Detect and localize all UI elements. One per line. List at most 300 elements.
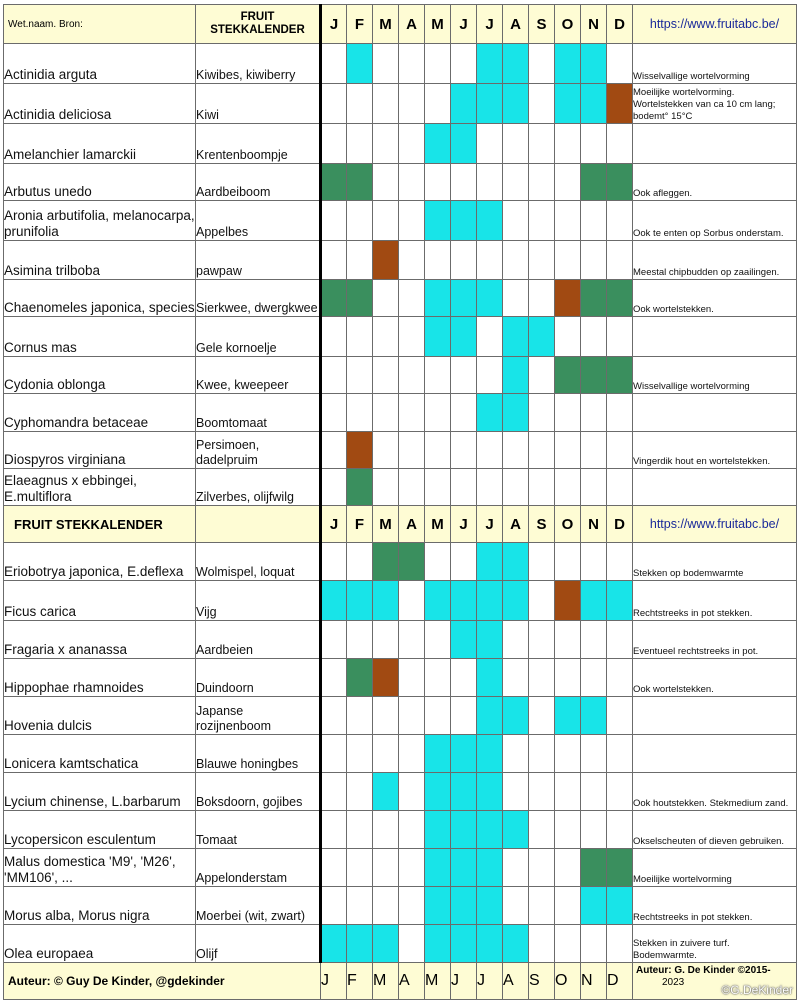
month-cell-5 <box>425 164 451 201</box>
month-cell-1 <box>321 811 347 849</box>
remark: Eventueel rechtstreeks in pot. <box>633 621 797 659</box>
month-cell-4 <box>399 697 425 735</box>
month-cell-6 <box>451 357 477 394</box>
month-cell-4 <box>399 581 425 621</box>
remark <box>633 735 797 773</box>
month-cell-6 <box>451 44 477 84</box>
month-cell-8 <box>503 357 529 394</box>
month-cell-3 <box>373 394 399 432</box>
month-footer-8: A <box>503 963 529 1000</box>
month-cell-2 <box>347 849 373 887</box>
latin-name: Eriobotrya japonica, E.deflexa <box>4 543 196 581</box>
month-cell-1 <box>321 581 347 621</box>
month-cell-10 <box>555 773 581 811</box>
month-cell-6 <box>451 697 477 735</box>
month-cell-12 <box>607 697 633 735</box>
month-cell-9 <box>529 811 555 849</box>
plant-row <box>4 659 797 697</box>
month-header-9: S <box>529 506 555 543</box>
month-cell-3 <box>373 849 399 887</box>
common-name: Gele kornoelje <box>196 317 321 357</box>
month-header-12: D <box>607 506 633 543</box>
latin-name: Lycium chinense, L.barbarum <box>4 773 196 811</box>
plant-row <box>4 887 797 925</box>
month-cell-4 <box>399 543 425 581</box>
month-cell-12 <box>607 280 633 317</box>
remark: Rechtstreeks in pot stekken. <box>633 581 797 621</box>
month-cell-2 <box>347 469 373 506</box>
month-cell-6 <box>451 735 477 773</box>
plant-row <box>4 84 797 124</box>
month-cell-12 <box>607 773 633 811</box>
month-cell-8 <box>503 735 529 773</box>
month-cell-11 <box>581 887 607 925</box>
month-cell-8 <box>503 124 529 164</box>
month-cell-6 <box>451 124 477 164</box>
month-header-6: J <box>451 506 477 543</box>
month-footer-7: J <box>477 963 503 1000</box>
month-cell-4 <box>399 280 425 317</box>
remark: Vingerdik hout en wortelstekken. <box>633 432 797 469</box>
month-cell-11 <box>581 773 607 811</box>
latin-name: Elaeagnus x ebbingei, E.multiflora <box>4 469 196 506</box>
month-cell-1 <box>321 925 347 963</box>
month-cell-10 <box>555 581 581 621</box>
month-header-10: O <box>555 5 581 44</box>
month-cell-5 <box>425 394 451 432</box>
month-cell-2 <box>347 280 373 317</box>
remark: Stekken in zuivere turf. Bodemwarmte. <box>633 925 797 963</box>
common-name: Kwee, kweepeer <box>196 357 321 394</box>
remark: Moeilijke wortelvorming <box>633 849 797 887</box>
month-cell-8 <box>503 887 529 925</box>
month-cell-10 <box>555 925 581 963</box>
month-cell-10 <box>555 124 581 164</box>
month-cell-3 <box>373 201 399 241</box>
month-cell-6 <box>451 849 477 887</box>
latin-name: Morus alba, Morus nigra <box>4 887 196 925</box>
month-cell-12 <box>607 543 633 581</box>
remark: Wisselvallige wortelvorming <box>633 44 797 84</box>
month-cell-6 <box>451 887 477 925</box>
month-cell-1 <box>321 241 347 280</box>
latin-name: Fragaria x ananassa <box>4 621 196 659</box>
month-cell-10 <box>555 84 581 124</box>
month-cell-6 <box>451 84 477 124</box>
latin-name: Cydonia oblonga <box>4 357 196 394</box>
month-cell-8 <box>503 621 529 659</box>
month-cell-9 <box>529 280 555 317</box>
month-cell-1 <box>321 394 347 432</box>
month-cell-12 <box>607 241 633 280</box>
month-cell-8 <box>503 84 529 124</box>
month-header-1: J <box>321 5 347 44</box>
month-cell-8 <box>503 280 529 317</box>
month-cell-3 <box>373 44 399 84</box>
month-cell-5 <box>425 469 451 506</box>
header-row-top <box>4 5 797 44</box>
month-cell-12 <box>607 317 633 357</box>
month-cell-7 <box>477 317 503 357</box>
month-cell-8 <box>503 164 529 201</box>
month-footer-4: A <box>399 963 425 1000</box>
month-cell-9 <box>529 849 555 887</box>
month-header-8: A <box>503 506 529 543</box>
month-cell-2 <box>347 317 373 357</box>
month-cell-9 <box>529 357 555 394</box>
common-name: Wolmispel, loquat <box>196 543 321 581</box>
month-cell-5 <box>425 925 451 963</box>
month-cell-5 <box>425 659 451 697</box>
latin-name: Olea europaea <box>4 925 196 963</box>
month-cell-5 <box>425 849 451 887</box>
plant-row <box>4 543 797 581</box>
month-cell-11 <box>581 811 607 849</box>
month-cell-4 <box>399 773 425 811</box>
month-cell-11 <box>581 44 607 84</box>
month-cell-7 <box>477 543 503 581</box>
month-cell-1 <box>321 735 347 773</box>
month-cell-7 <box>477 659 503 697</box>
month-cell-8 <box>503 543 529 581</box>
month-cell-2 <box>347 621 373 659</box>
month-cell-9 <box>529 543 555 581</box>
month-cell-6 <box>451 201 477 241</box>
month-cell-6 <box>451 469 477 506</box>
latin-name: Asimina trilboba <box>4 241 196 280</box>
common-name: Moerbei (wit, zwart) <box>196 887 321 925</box>
month-cell-6 <box>451 280 477 317</box>
month-cell-3 <box>373 773 399 811</box>
month-cell-4 <box>399 357 425 394</box>
month-cell-11 <box>581 317 607 357</box>
month-cell-11 <box>581 581 607 621</box>
remark: Meestal chipbudden op zaailingen. <box>633 241 797 280</box>
plant-row <box>4 357 797 394</box>
footer-year: 2023 <box>662 977 685 988</box>
common-name: Persimoen, dadelpruim <box>196 432 321 469</box>
month-cell-7 <box>477 394 503 432</box>
month-cell-3 <box>373 317 399 357</box>
month-cell-10 <box>555 357 581 394</box>
month-cell-4 <box>399 241 425 280</box>
month-cell-4 <box>399 124 425 164</box>
footer-author-right-text: Auteur: G. De Kinder ©2015- <box>636 965 771 976</box>
month-footer-2: F <box>347 963 373 1000</box>
month-cell-11 <box>581 241 607 280</box>
month-cell-2 <box>347 394 373 432</box>
plant-row <box>4 432 797 469</box>
latin-name: Ficus carica <box>4 581 196 621</box>
month-footer-1: J <box>321 963 347 1000</box>
common-name: Zilverbes, olijfwilg <box>196 469 321 506</box>
month-cell-2 <box>347 735 373 773</box>
month-cell-7 <box>477 164 503 201</box>
month-cell-4 <box>399 849 425 887</box>
month-cell-12 <box>607 659 633 697</box>
header-title-second: FRUIT STEKKALENDER <box>4 506 196 543</box>
plant-row <box>4 581 797 621</box>
month-cell-8 <box>503 44 529 84</box>
month-header-3: M <box>373 5 399 44</box>
month-cell-12 <box>607 394 633 432</box>
month-cell-11 <box>581 925 607 963</box>
month-cell-9 <box>529 394 555 432</box>
month-cell-4 <box>399 469 425 506</box>
month-cell-8 <box>503 925 529 963</box>
month-cell-5 <box>425 621 451 659</box>
remark: Stekken op bodemwarmte <box>633 543 797 581</box>
month-cell-11 <box>581 357 607 394</box>
month-cell-1 <box>321 432 347 469</box>
month-cell-10 <box>555 164 581 201</box>
month-cell-3 <box>373 735 399 773</box>
month-cell-2 <box>347 581 373 621</box>
header-title: FRUIT STEKKALENDER <box>196 5 321 44</box>
month-footer-3: M <box>373 963 399 1000</box>
month-cell-11 <box>581 469 607 506</box>
month-cell-7 <box>477 432 503 469</box>
month-cell-6 <box>451 621 477 659</box>
month-cell-12 <box>607 84 633 124</box>
month-cell-6 <box>451 811 477 849</box>
latin-name: Lonicera kamtschatica <box>4 735 196 773</box>
month-cell-4 <box>399 84 425 124</box>
month-cell-2 <box>347 811 373 849</box>
month-cell-5 <box>425 317 451 357</box>
remark: Ook houtstekken. Stekmedium zand. <box>633 773 797 811</box>
month-cell-8 <box>503 659 529 697</box>
month-cell-8 <box>503 432 529 469</box>
month-cell-2 <box>347 44 373 84</box>
month-cell-8 <box>503 849 529 887</box>
month-cell-3 <box>373 887 399 925</box>
month-cell-4 <box>399 201 425 241</box>
month-cell-10 <box>555 735 581 773</box>
month-cell-7 <box>477 84 503 124</box>
footer-row <box>4 963 797 1000</box>
month-cell-5 <box>425 280 451 317</box>
header-source-label: Wet.naam. Bron: <box>4 5 196 44</box>
common-name: Olijf <box>196 925 321 963</box>
plant-row <box>4 394 797 432</box>
month-cell-2 <box>347 124 373 164</box>
month-cell-10 <box>555 317 581 357</box>
latin-name: Diospyros virginiana <box>4 432 196 469</box>
common-name: Kiwi <box>196 84 321 124</box>
month-cell-9 <box>529 581 555 621</box>
plant-row <box>4 44 797 84</box>
month-header-5: M <box>425 506 451 543</box>
month-cell-5 <box>425 581 451 621</box>
month-cell-1 <box>321 201 347 241</box>
month-header-7: J <box>477 506 503 543</box>
month-header-11: N <box>581 5 607 44</box>
month-cell-3 <box>373 659 399 697</box>
month-cell-12 <box>607 621 633 659</box>
common-name: Appelonderstam <box>196 849 321 887</box>
month-cell-11 <box>581 543 607 581</box>
month-cell-9 <box>529 621 555 659</box>
plant-row <box>4 469 797 506</box>
plant-row <box>4 697 797 735</box>
month-cell-10 <box>555 697 581 735</box>
month-cell-3 <box>373 124 399 164</box>
common-name: Duindoorn <box>196 659 321 697</box>
month-cell-2 <box>347 357 373 394</box>
month-cell-5 <box>425 735 451 773</box>
month-cell-11 <box>581 849 607 887</box>
month-cell-7 <box>477 469 503 506</box>
month-header-11: N <box>581 506 607 543</box>
month-cell-8 <box>503 317 529 357</box>
month-cell-11 <box>581 201 607 241</box>
month-header-10: O <box>555 506 581 543</box>
month-cell-2 <box>347 773 373 811</box>
month-cell-7 <box>477 280 503 317</box>
month-cell-11 <box>581 432 607 469</box>
month-header-4: A <box>399 5 425 44</box>
latin-name: Amelanchier lamarckii <box>4 124 196 164</box>
month-cell-1 <box>321 697 347 735</box>
month-cell-11 <box>581 124 607 164</box>
month-cell-8 <box>503 201 529 241</box>
month-cell-4 <box>399 317 425 357</box>
month-cell-7 <box>477 581 503 621</box>
watermark: ©G.DeKinder <box>721 983 793 997</box>
remark <box>633 317 797 357</box>
remark: Ook te enten op Sorbus onderstam. <box>633 201 797 241</box>
plant-row <box>4 849 797 887</box>
month-cell-7 <box>477 925 503 963</box>
month-cell-7 <box>477 773 503 811</box>
month-cell-6 <box>451 432 477 469</box>
month-cell-2 <box>347 543 373 581</box>
month-cell-10 <box>555 543 581 581</box>
month-cell-9 <box>529 432 555 469</box>
remark: Moeilijke wortelvorming. Wortelstekken van ca 10 cm lang; bodemt° 15°C <box>633 84 797 124</box>
month-cell-12 <box>607 357 633 394</box>
month-cell-10 <box>555 201 581 241</box>
month-cell-12 <box>607 201 633 241</box>
month-cell-1 <box>321 849 347 887</box>
month-cell-10 <box>555 469 581 506</box>
month-header-3: M <box>373 506 399 543</box>
month-cell-4 <box>399 394 425 432</box>
month-cell-9 <box>529 925 555 963</box>
month-cell-7 <box>477 887 503 925</box>
month-header-2: F <box>347 506 373 543</box>
source-url: https://www.fruitabc.be/ <box>633 5 797 44</box>
month-cell-11 <box>581 280 607 317</box>
month-cell-7 <box>477 735 503 773</box>
month-cell-9 <box>529 241 555 280</box>
month-cell-8 <box>503 394 529 432</box>
month-cell-12 <box>607 164 633 201</box>
plant-row <box>4 241 797 280</box>
month-cell-6 <box>451 543 477 581</box>
month-cell-10 <box>555 811 581 849</box>
month-cell-12 <box>607 735 633 773</box>
month-cell-2 <box>347 432 373 469</box>
month-cell-11 <box>581 164 607 201</box>
month-footer-9: S <box>529 963 555 1000</box>
month-cell-12 <box>607 124 633 164</box>
latin-name: Hippophae rhamnoides <box>4 659 196 697</box>
month-cell-1 <box>321 357 347 394</box>
latin-name: Actinidia deliciosa <box>4 84 196 124</box>
month-cell-12 <box>607 849 633 887</box>
month-cell-5 <box>425 887 451 925</box>
month-cell-6 <box>451 317 477 357</box>
month-cell-3 <box>373 241 399 280</box>
month-cell-1 <box>321 44 347 84</box>
month-footer-12: D <box>607 963 633 1000</box>
month-cell-5 <box>425 201 451 241</box>
remark: Ook wortelstekken. <box>633 659 797 697</box>
month-cell-12 <box>607 925 633 963</box>
footer-author: Auteur: © Guy De Kinder, @gdekinder <box>4 963 321 1000</box>
common-name: Blauwe honingbes <box>196 735 321 773</box>
plant-row <box>4 925 797 963</box>
month-header-8: A <box>503 5 529 44</box>
month-cell-2 <box>347 241 373 280</box>
month-cell-12 <box>607 887 633 925</box>
month-cell-5 <box>425 84 451 124</box>
month-cell-7 <box>477 811 503 849</box>
month-cell-9 <box>529 201 555 241</box>
month-header-1: J <box>321 506 347 543</box>
plant-row <box>4 201 797 241</box>
month-cell-2 <box>347 84 373 124</box>
month-cell-9 <box>529 697 555 735</box>
month-cell-1 <box>321 469 347 506</box>
common-name: Aardbeiboom <box>196 164 321 201</box>
month-cell-9 <box>529 735 555 773</box>
remark: Ook afleggen. <box>633 164 797 201</box>
month-cell-10 <box>555 241 581 280</box>
remark <box>633 697 797 735</box>
remark <box>633 394 797 432</box>
month-cell-3 <box>373 925 399 963</box>
month-cell-1 <box>321 317 347 357</box>
month-cell-9 <box>529 164 555 201</box>
month-cell-3 <box>373 697 399 735</box>
month-cell-1 <box>321 621 347 659</box>
month-cell-3 <box>373 84 399 124</box>
month-cell-3 <box>373 357 399 394</box>
month-cell-4 <box>399 887 425 925</box>
month-footer-6: J <box>451 963 477 1000</box>
month-cell-8 <box>503 811 529 849</box>
month-cell-3 <box>373 432 399 469</box>
month-cell-9 <box>529 469 555 506</box>
month-cell-3 <box>373 621 399 659</box>
header-row-second <box>4 506 797 543</box>
common-name: pawpaw <box>196 241 321 280</box>
month-cell-7 <box>477 697 503 735</box>
common-name: Kiwibes, kiwiberry <box>196 44 321 84</box>
month-cell-6 <box>451 241 477 280</box>
month-cell-8 <box>503 469 529 506</box>
common-name: Vijg <box>196 581 321 621</box>
month-cell-11 <box>581 697 607 735</box>
month-cell-4 <box>399 811 425 849</box>
month-header-12: D <box>607 5 633 44</box>
month-cell-7 <box>477 44 503 84</box>
month-cell-7 <box>477 849 503 887</box>
latin-name: Lycopersicon esculentum <box>4 811 196 849</box>
